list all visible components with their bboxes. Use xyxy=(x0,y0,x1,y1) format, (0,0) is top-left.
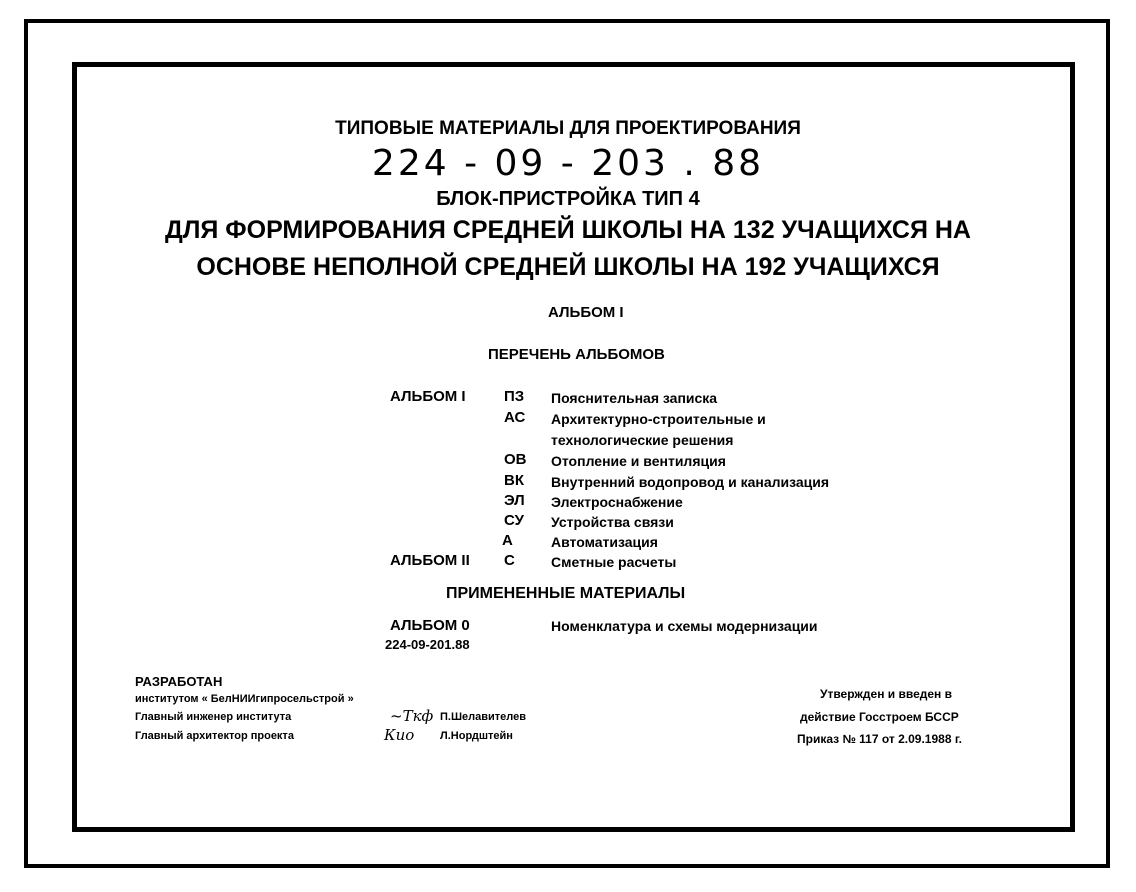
series-code: 224 - 09 - 203 . 88 xyxy=(371,143,765,184)
section-desc: Автоматизация xyxy=(551,534,658,550)
list-item xyxy=(0,532,1136,552)
section-code: ОВ xyxy=(504,451,527,468)
object-title: БЛОК-ПРИСТРОЙКА ТИП 4 xyxy=(436,188,700,210)
section-code: ЭЛ xyxy=(504,492,525,509)
chief-architect-role: Главный архитектор проекта xyxy=(135,730,294,742)
section-desc: Пояснительная записка xyxy=(551,390,718,406)
applied-code: 224-09-201.88 xyxy=(385,637,470,652)
section-desc: технологические решения xyxy=(551,432,734,448)
section-code: ПЗ xyxy=(504,388,525,405)
purpose-line-2: ОСНОВЕ НЕПОЛНОЙ СРЕДНЕЙ ШКОЛЫ НА 192 УЧАЩИХСЯ xyxy=(196,253,940,281)
chief-engineer-name: П.Шелавителев xyxy=(440,711,526,723)
applied-desc: Номенклатура и схемы модернизации xyxy=(551,618,818,634)
section-desc: Отопление и вентиляция xyxy=(551,453,726,469)
chief-engineer-signature: ~Ткф xyxy=(390,707,434,725)
album-name: АЛЬБОМ II xyxy=(390,552,470,569)
developer-title: РАЗРАБОТАН xyxy=(135,674,223,689)
applied-title: ПРИМЕНЕННЫЕ МАТЕРИАЛЫ xyxy=(446,585,686,602)
list-item xyxy=(0,472,1136,492)
list-item xyxy=(0,552,1136,572)
section-desc: Устройства связи xyxy=(551,514,674,530)
section-desc: Сметные расчеты xyxy=(551,554,677,570)
list-item xyxy=(0,451,1136,471)
approval-line-3: Приказ № 117 от 2.09.1988 г. xyxy=(797,732,962,746)
list-item xyxy=(0,388,1136,408)
approval-line-2: действие Госстроем БССР xyxy=(800,710,959,724)
section-code: ВК xyxy=(504,472,524,489)
section-desc: Электроснабжение xyxy=(551,494,683,510)
list-item xyxy=(0,409,1136,429)
series-title: ТИПОВЫЕ МАТЕРИАЛЫ ДЛЯ ПРОЕКТИРОВАНИЯ xyxy=(335,118,801,139)
chief-architect-name: Л.Нордштейн xyxy=(440,730,513,742)
album-name: АЛЬБОМ I xyxy=(390,388,466,405)
chief-architect-signature: Кио xyxy=(384,726,415,744)
list-item xyxy=(0,430,1136,450)
approval-line-1: Утвержден и введен в xyxy=(820,687,953,701)
section-desc: Внутренний водопровод и канализация xyxy=(551,474,830,490)
section-code: А xyxy=(502,532,513,549)
album-list-title: ПЕРЕЧЕНЬ АЛЬБОМОВ xyxy=(488,346,665,363)
list-item xyxy=(0,492,1136,512)
developer-institute: институтом « БелНИИгипросельстрой » xyxy=(135,693,354,705)
section-code: СУ xyxy=(504,512,524,529)
chief-engineer-role: Главный инженер института xyxy=(135,711,292,723)
applied-album: АЛЬБОМ 0 xyxy=(390,617,470,634)
section-desc: Архитектурно-строительные и xyxy=(551,411,766,427)
list-item xyxy=(0,512,1136,532)
album-label: АЛЬБОМ I xyxy=(548,304,624,321)
section-code: АС xyxy=(504,409,526,426)
purpose-line-1: ДЛЯ ФОРМИРОВАНИЯ СРЕДНЕЙ ШКОЛЫ НА 132 УЧАЩИХСЯ НА xyxy=(165,216,971,244)
section-code: С xyxy=(504,552,515,569)
